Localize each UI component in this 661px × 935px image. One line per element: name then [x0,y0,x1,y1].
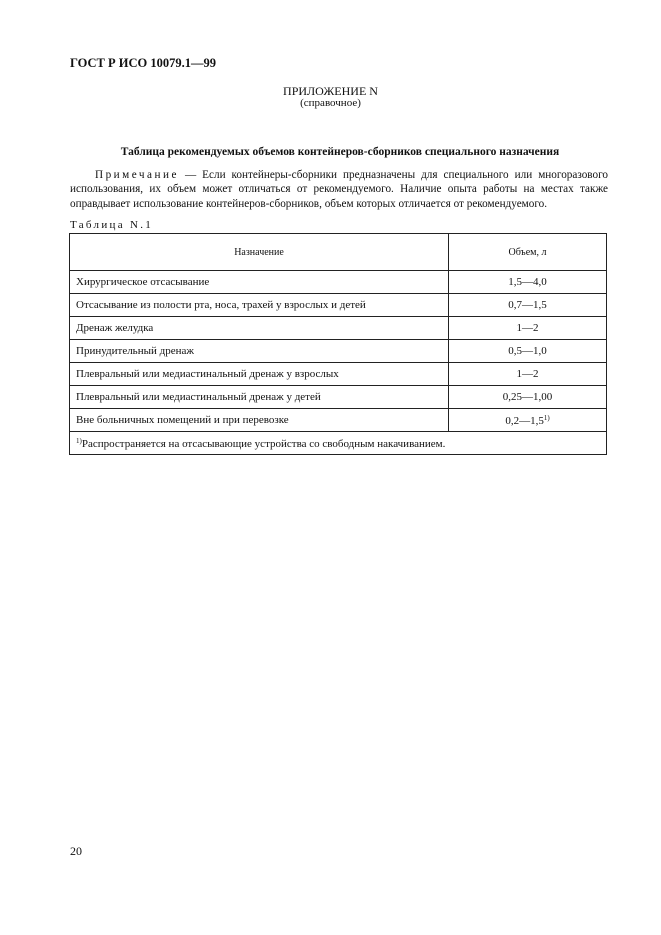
note-label: Примечание [95,169,179,181]
table-label: Таблица N.1 [70,219,154,231]
table-row [70,294,607,317]
volume-value: 1,5—4,0 [508,276,547,288]
appendix-type: (справочное) [300,97,361,109]
page-number: 20 [70,844,82,858]
cell-volume [449,317,607,340]
table-row [70,363,607,386]
volume-table [69,233,607,455]
table-footnote-row [70,432,607,455]
volume-value: 0,7—1,5 [508,299,547,311]
cell-purpose: Хирургическое отсасывание [70,271,449,294]
table-footnote [70,432,607,455]
cell-purpose: Плевральный или медиастинальный дренаж у взрослых [70,363,449,386]
volume-value: 1—2 [516,322,539,334]
cell-volume [449,294,607,317]
table-row [70,340,607,363]
cell-volume [449,409,607,432]
volume-value: 1—2 [516,368,539,380]
note-text: — Если контейнеры-сборники предназначены для специального или многоразового использования, их объем может отличаться от рекомендуемого. Наличие опыта работы на местах также оправдывает использование контейнеров-сборников, объем которых отличается от рекомендуемого. [70,169,609,210]
appendix-heading: ПРИЛОЖЕНИЕ N [283,84,378,98]
cell-purpose: Дренаж желудка [70,317,449,340]
footnote-marker: 1) [76,436,82,445]
cell-purpose: Отсасывание из полости рта, носа, трахей у взрослых и детей [70,294,449,317]
cell-volume [449,271,607,294]
table-title: Таблица рекомендуемых объемов контейнеров-сборников специального назначения [120,146,560,158]
cell-volume [449,363,607,386]
cell-purpose: Плевральный или медиастинальный дренаж у детей [70,386,449,409]
document-code: ГОСТ Р ИСО 10079.1—99 [70,56,216,70]
table-row [70,409,607,432]
volume-value: 0,5—1,0 [508,345,547,357]
volume-value: 0,2—1,5 [505,414,544,427]
table-header-row [70,234,607,271]
footnote-ref: 1) [543,413,550,422]
header-purpose: Назначение [70,234,449,271]
cell-volume [449,340,607,363]
volume-value: 0,25—1,00 [502,391,553,403]
note-paragraph [70,168,608,211]
cell-purpose: Вне больничных помещений и при перевозке [70,409,449,432]
table-row [70,386,607,409]
table-row [70,317,607,340]
header-volume: Объем, л [449,234,607,271]
footnote-text: Распространяется на отсасывающие устройства со свободным накачиванием. [81,437,446,450]
cell-volume [449,386,607,409]
table-row [70,271,607,294]
cell-purpose: Принудительный дренаж [70,340,449,363]
